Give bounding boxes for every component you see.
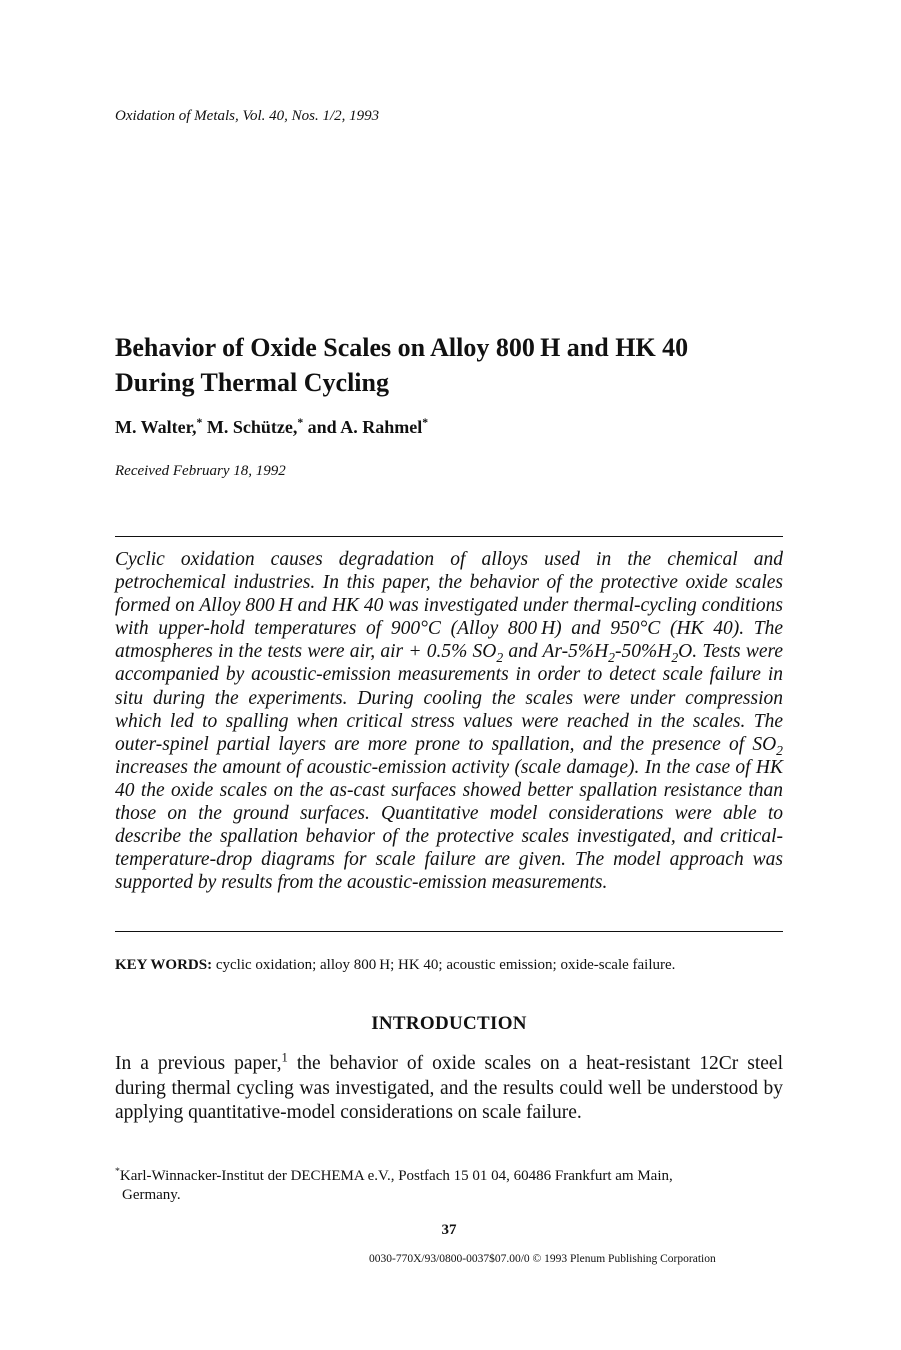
intro-text: In a previous paper, — [115, 1053, 282, 1074]
title-line-1: Behavior of Oxide Scales on Alloy 800 H and HK 40 — [115, 333, 689, 362]
subscript: 2 — [671, 650, 679, 666]
footnote-line-2: Germany. — [122, 1187, 181, 1203]
title-line-2: During Thermal Cycling — [115, 368, 389, 397]
affiliation-mark: * — [422, 416, 429, 429]
intro-text: the behavior of oxide scales on a heat-resistant 12Cr steel during thermal cycling was investigated, and the results could well be understood by applying quantitative-model considerations on scale failure. — [115, 1053, 783, 1123]
subscript: 2 — [608, 650, 615, 666]
section-heading-introduction: INTRODUCTION — [371, 1013, 527, 1034]
footnote-line-1: Karl-Winnacker-Institut der DECHEMA e.V., Postfach 15 01 04, 60486 Frankfurt am Main, — [119, 1168, 673, 1184]
keywords-text: cyclic oxidation; alloy 800 H; HK 40; acoustic emission; oxide-scale failure. — [212, 957, 676, 973]
affiliation-mark: * — [297, 416, 304, 429]
received-date: Received February 18, 1992 — [115, 463, 286, 479]
subscript: 2 — [776, 742, 783, 758]
abstract — [115, 548, 783, 894]
subscript: 2 — [496, 650, 504, 666]
abstract-text: O. Tests were accompanied by acoustic-emission measurements in order to detect scale failure in situ during the experiments. During cooling the scales were under compression which led to spalling when critical stress values were reached in the scales. The outer-spinel partial layers are more prone to spallation, and the presence of SO — [115, 641, 784, 755]
author-list — [115, 417, 428, 438]
author-walter: M. Walter, — [115, 417, 197, 437]
abstract-text: Cyclic oxidation causes degradation of alloys used in the chemical and petrochemical industries. In this paper, the behavior of the protective oxide scales formed on Alloy 800 H and HK 40 was investigated under thermal-cycling conditions with upper-hold temperatures of 900°C (Alloy 800 H) and 950°C (HK 40). The atmospheres in the tests were air, air + 0.5% SO — [115, 549, 783, 663]
author-rahmel: A. Rahmel — [340, 417, 423, 437]
footnote-mark: * — [115, 1166, 120, 1177]
abstract-text: and Ar-5%H — [503, 641, 609, 663]
abstract-bottom-rule — [115, 931, 783, 932]
abstract-text: increases the amount of acoustic-emission activity (scale damage). In the case of HK 40 the oxide scales on the as-cast surfaces showed better spallation resistance than those on the ground surfaces. Quantitative model considerations were able to describe the spallation behavior of the protective scales investigated, and critical-temperature-drop diagrams for scale failure are given. The model approach was supported by results from the acoustic-emission measurements. — [115, 756, 783, 894]
author-schutze: M. Schütze, — [206, 417, 298, 437]
affiliation-mark: * — [196, 416, 203, 429]
paper-title — [115, 330, 815, 400]
reference-marker: 1 — [281, 1050, 288, 1065]
copyright-line: 0030-770X/93/0800-0037$07.00/0 © 1993 Plenum Publishing Corporation — [369, 1253, 716, 1265]
page-number: 37 — [441, 1222, 457, 1238]
abstract-text: -50%H — [615, 641, 672, 663]
affiliation-footnote — [115, 1167, 783, 1205]
keywords — [115, 957, 795, 974]
keywords-label: KEY WORDS: — [115, 957, 213, 973]
abstract-top-rule — [115, 536, 783, 537]
introduction-paragraph — [115, 1052, 783, 1126]
author-conjunction: and — [307, 417, 337, 437]
journal-citation: Oxidation of Metals, Vol. 40, Nos. 1/2, 1993 — [115, 108, 380, 124]
